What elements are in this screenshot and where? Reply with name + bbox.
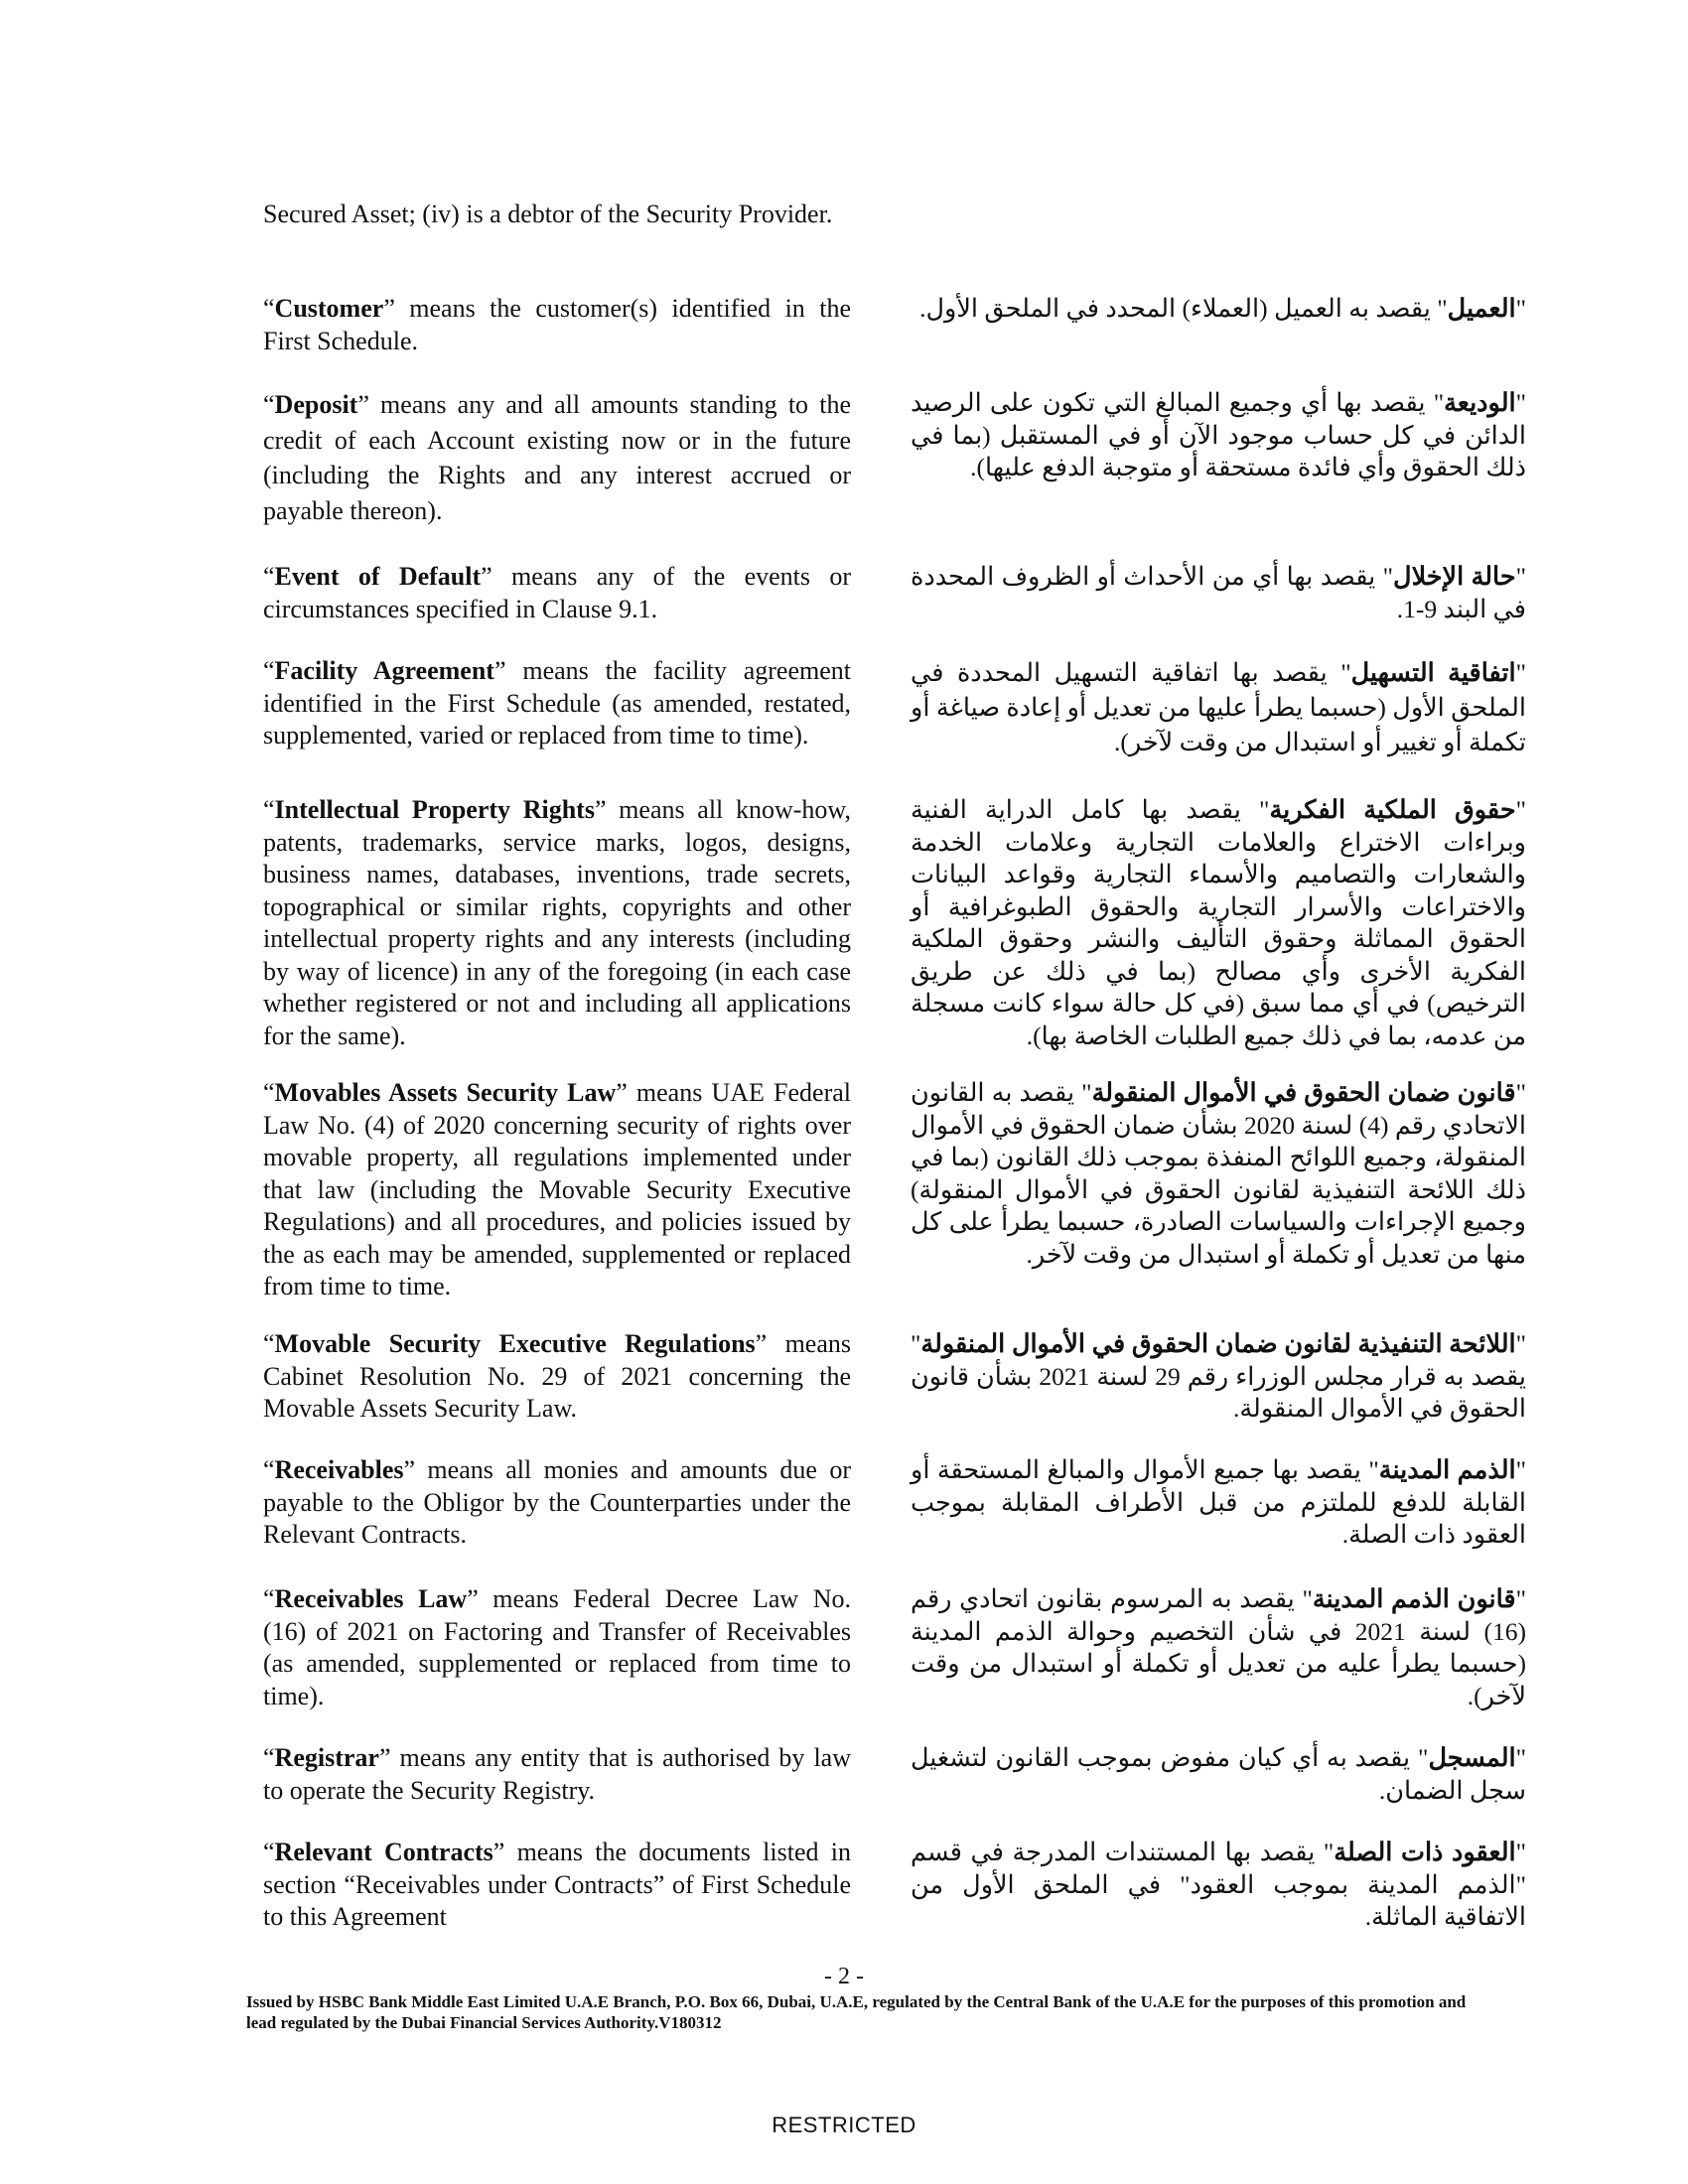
- definition-term: Facility Agreement: [274, 656, 494, 685]
- definition-en: “Receivables” means all monies and amounts due or payable to the Obligor by the Counterparties under the Relevant Contracts.: [263, 1455, 851, 1549]
- definition-ar-text: يقصد به أي كيان مفوض بموجب القانون لتشغيل سجل الضمان.: [911, 1743, 1526, 1805]
- definition-ar: "قانون ضمان الحقوق في الأموال المنقولة" يقصد به القانون الاتحادي رقم (4) لسنة 2020 بشأن ضمان الحقوق في الأموال المنقولة، وجميع اللوائح المنفذة بموجب ذلك القانون (بما في ذلك اللائحة التنفيذية لقانون الحقوق في الأموال المنقولة) وجميع الإجراءات والسياسات الصادرة، حسبما يطرأ على كل منها من تعديل أو تكملة أو استبدال من وقت لآخر.: [911, 1078, 1526, 1269]
- definition-term-ar: قانون ضمان الحقوق في الأموال المنقولة: [1091, 1078, 1516, 1107]
- definition-en-text: means the customer(s) identified in the First Schedule.: [263, 294, 851, 355]
- definition-en-text: means any entity that is authorised by law to operate the Security Registry.: [263, 1743, 851, 1805]
- definition-term: Deposit: [274, 390, 358, 419]
- definition-ar-text: يقصد به القانون الاتحادي رقم (4) لسنة 2020 بشأن ضمان الحقوق في الأموال المنقولة، وجميع اللوائح المنفذة بموجب ذلك القانون (بما في ذلك اللائحة التنفيذية لقانون الحقوق في الأموال المنقولة) وجميع الإجراءات والسياسات الصادرة، حسبما يطرأ على كل منها من تعديل أو تكملة أو استبدال من وقت لآخر.: [911, 1078, 1526, 1269]
- definition-ar: "اللائحة التنفيذية لقانون ضمان الحقوق في الأموال المنقولة" يقصد به قرار مجلس الوزراء رقم 29 لسنة 2021 بشأن قانون الحقوق في الأموال المنقولة.: [911, 1329, 1526, 1423]
- definition-en: “Relevant Contracts” means the documents listed in section “Receivables under Contracts” of First Schedule to this Agreement: [263, 1838, 851, 1931]
- definition-ar: "المسجل" يقصد به أي كيان مفوض بموجب القانون لتشغيل سجل الضمان.: [911, 1743, 1526, 1805]
- definition-term-ar: اللائحة التنفيذية لقانون ضمان الحقوق في الأموال المنقولة: [920, 1329, 1516, 1358]
- definition-en: “Movable Security Executive Regulations” means Cabinet Resolution No. 29 of 2021 concerning the Movable Assets Security Law.: [263, 1329, 852, 1423]
- definition-ar-text: يقصد به المرسوم بقانون اتحادي رقم (16) لسنة 2021 في شأن التخصيم وحوالة الذمم المدينة (حسبما يطرأ عليه من تعديل أو تكملة أو استبدال من وقت لآخر).: [911, 1584, 1526, 1710]
- definition-term: Movables Assets Security Law: [274, 1078, 617, 1107]
- page-number: - 2 -: [824, 1964, 864, 1989]
- definition-ar: "العميل" يقصد به العميل (العملاء) المحدد في الملحق الأول.: [919, 294, 1526, 323]
- definition-ar-text: يقصد بها كامل الدراية الفنية وبراءات الاختراع والعلامات التجارية وعلامات الخدمة والشعارات والتصاميم والأسماء التجارية وقواعد البيانات والاختراعات والأسرار التجارية والحقوق الطبوغرافية أو الحقوق المماثلة وحقوق التأليف والنشر وحقوق الملكية الفكرية الأخرى وأي مصالح (بما في ذلك عن طريق الترخيص) في أي مما سبق (في كل حالة سواء كانت مسجلة من عدمه، بما في ذلك جميع الطلبات الخاصة بها).: [911, 795, 1526, 1050]
- definition-term: Customer: [274, 294, 384, 323]
- definition-en-text: means Federal Decree Law No. (16) of 2021 on Factoring and Transfer of Receivables (as amended, supplemented or replaced from time to time).: [263, 1584, 851, 1710]
- definition-term: Receivables Law: [274, 1584, 468, 1613]
- definition-en: “Event of Default” means any of the events or circumstances specified in Clause 9.1.: [263, 562, 851, 623]
- definition-en-text: means UAE Federal Law No. (4) of 2020 concerning security of rights over movable property, all regulations implemented under that law (including the Movable Security Executive Regulations) and all procedures, and policies issued by the as each may be amended, supplemented or replaced from time to time.: [263, 1078, 851, 1300]
- definition-en: “Movables Assets Security Law” means UAE Federal Law No. (4) of 2020 concerning security of rights over movable property, all regulations implemented under that law (including the Movable Security Executive Regulations) and all procedures, and policies issued by the as each may be amended, supplemented or replaced from time to time.: [263, 1078, 851, 1300]
- definition-term-ar: اتفاقية التسهيل: [1350, 658, 1516, 687]
- definition-en-text: means any of the events or circumstances specified in Clause 9.1.: [263, 562, 851, 623]
- definition-en-text: means the documents listed in section “Receivables under Contracts” of First Schedule to this Agreement: [263, 1838, 851, 1931]
- definition-term: Intellectual Property Rights: [274, 795, 595, 824]
- definition-term-ar: حقوق الملكية الفكرية: [1269, 795, 1516, 824]
- definition-en-text: Secured Asset; (iv) is a debtor of the Security Provider.: [263, 200, 833, 228]
- footer-disclaimer: Issued by HSBC Bank Middle East Limited U.A.E Branch, P.O. Box 66, Dubai, U.A.E, regulated by the Central Bank of the U.A.E for the purposes of this promotion and lead regulated by the Dubai Financial Services Authority.V180312: [246, 1992, 1467, 2032]
- definition-ar: "اتفاقية التسهيل" يقصد بها اتفاقية التسهيل المحددة في الملحق الأول (حسبما يطرأ عليها من تعديل أو إعادة صياغة أو تكملة أو تغيير أو استبدال من وقت لآخر).: [911, 658, 1526, 756]
- definition-ar: "الوديعة" يقصد بها أي وجميع المبالغ التي تكون على الرصيد الدائن في كل حساب موجود الآن أو في المستقبل (بما في ذلك الحقوق وأي فائدة مستحقة أو متوجبة الدفع عليها).: [911, 388, 1526, 481]
- definition-term-ar: الذمم المدينة: [1378, 1455, 1516, 1484]
- definition-term-ar: حالة الإخلال: [1393, 562, 1516, 591]
- definition-en-text: means the facility agreement identified in the First Schedule (as amended, restated, supplemented, varied or replaced from time to time).: [263, 656, 851, 750]
- definition-term: Event of Default: [274, 562, 482, 591]
- definition-term-ar: قانون الذمم المدينة: [1312, 1584, 1516, 1613]
- definition-term-ar: الوديعة: [1444, 388, 1516, 417]
- definition-en: “Facility Agreement” means the facility agreement identified in the First Schedule (as amended, restated, supplemented, varied or replaced from time to time).: [263, 656, 851, 750]
- definition-en: “Customer” means the customer(s) identified in the First Schedule.: [263, 294, 851, 355]
- definition-en-text: means any and all amounts standing to the credit of each Account existing now or in the future (including the Rights and any interest accrued or payable thereon).: [263, 390, 851, 525]
- definition-term-ar: العقود ذات الصلة: [1334, 1838, 1516, 1866]
- definition-ar: "الذمم المدينة" يقصد بها جميع الأموال والمبالغ المستحقة أو القابلة للدفع للملتزم من قبل الأطراف المقابلة بموجب العقود ذات الصلة.: [911, 1455, 1526, 1549]
- definition-term-ar: العميل: [1447, 294, 1516, 323]
- definition-en: “Receivables Law” means Federal Decree Law No. (16) of 2021 on Factoring and Transfer of Receivables (as amended, supplemented or replaced from time to time).: [263, 1584, 851, 1710]
- definition-en: “Intellectual Property Rights” means all know-how, patents, trademarks, service marks, logos, designs, business names, databases, inventions, trade secrets, topographical or similar rights, copyrights and other intellectual property rights and any interests (including by way of licence) in any of the foregoing (in each case whether registered or not and including all applications for the same).: [263, 795, 851, 1050]
- definition-en-text: means all monies and amounts due or payable to the Obligor by the Counterparties under the Relevant Contracts.: [263, 1455, 851, 1549]
- definition-ar: "العقود ذات الصلة" يقصد بها المستندات المدرجة في قسم "الذمم المدينة بموجب العقود" في الملحق الأول من الاتفاقية الماثلة.: [911, 1838, 1526, 1931]
- definition-ar: "حالة الإخلال" يقصد بها أي من الأحداث أو الظروف المحددة في البند 9-1.: [911, 562, 1526, 623]
- definition-ar-text: يقصد بها المستندات المدرجة في قسم "الذمم المدينة بموجب العقود" في الملحق الأول من الاتفاقية الماثلة.: [911, 1838, 1526, 1931]
- definition-ar-text: يقصد بها أي وجميع المبالغ التي تكون على الرصيد الدائن في كل حساب موجود الآن أو في المستقبل (بما في ذلك الحقوق وأي فائدة مستحقة أو متوجبة الدفع عليها).: [911, 388, 1526, 481]
- definition-ar-text: يقصد بها اتفاقية التسهيل المحددة في الملحق الأول (حسبما يطرأ عليها من تعديل أو إعادة صياغة أو تكملة أو تغيير أو استبدال من وقت لآخر).: [911, 658, 1526, 756]
- definition-ar-text: يقصد به العميل (العملاء) المحدد في الملحق الأول.: [919, 294, 1438, 323]
- definition-ar-text: يقصد بها جميع الأموال والمبالغ المستحقة أو القابلة للدفع للملتزم من قبل الأطراف المقابلة بموجب العقود ذات الصلة.: [911, 1455, 1526, 1549]
- classification-label: RESTRICTED: [772, 2113, 916, 2137]
- definition-term: Registrar: [274, 1743, 379, 1772]
- definition-term: Movable Security Executive Regulations: [274, 1329, 756, 1358]
- definition-term: Receivables: [274, 1455, 404, 1484]
- definition-term: Relevant Contracts: [274, 1838, 493, 1866]
- definition-ar-text: يقصد بها أي من الأحداث أو الظروف المحددة في البند 9-1.: [911, 562, 1526, 623]
- definition-en-text: means all know-how, patents, trademarks, service marks, logos, designs, business names, databases, inventions, trade secrets, topographical or similar rights, copyrights and other intellectual property rights and any interests (including by way of licence) in any of the foregoing (in each case whether registered or not and including all applications for the same).: [263, 795, 851, 1050]
- definition-en: “Registrar” means any entity that is authorised by law to operate the Security Registry.: [263, 1743, 851, 1805]
- definition-term-ar: المسجل: [1428, 1743, 1516, 1772]
- definition-en: “Deposit” means any and all amounts standing to the credit of each Account existing now or in the future (including the Rights and any interest accrued or payable thereon).: [263, 390, 851, 525]
- definition-en: [263, 199, 851, 231]
- definition-en-text: means Cabinet Resolution No. 29 of 2021 concerning the Movable Assets Security Law.: [263, 1329, 852, 1423]
- definition-ar: "حقوق الملكية الفكرية" يقصد بها كامل الدراية الفنية وبراءات الاختراع والعلامات التجارية وعلامات الخدمة والشعارات والتصاميم والأسماء التجارية وقواعد البيانات والاختراعات والأسرار التجارية والحقوق الطبوغرافية أو الحقوق المماثلة وحقوق التأليف والنشر وحقوق الملكية الفكرية الأخرى وأي مصالح (بما في ذلك عن طريق الترخيص) في أي مما سبق (في كل حالة سواء كانت مسجلة من عدمه، بما في ذلك جميع الطلبات الخاصة بها).: [911, 795, 1526, 1050]
- definition-ar-text: يقصد به قرار مجلس الوزراء رقم 29 لسنة 2021 بشأن قانون الحقوق في الأموال المنقولة.: [911, 1361, 1526, 1423]
- definition-ar: "قانون الذمم المدينة" يقصد به المرسوم بقانون اتحادي رقم (16) لسنة 2021 في شأن التخصيم وحوالة الذمم المدينة (حسبما يطرأ عليه من تعديل أو تكملة أو استبدال من وقت لآخر).: [911, 1584, 1526, 1710]
